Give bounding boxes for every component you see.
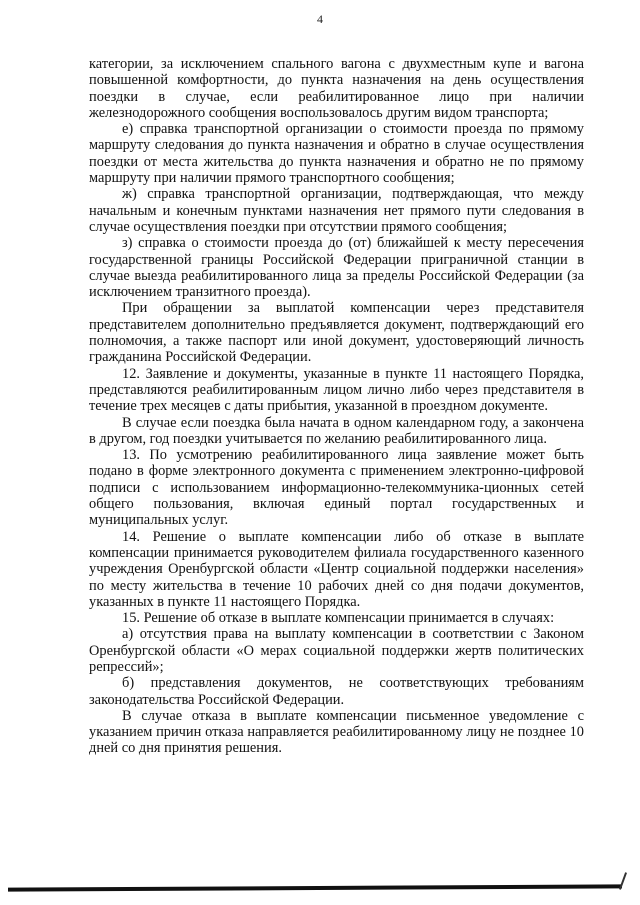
paragraph-15-refusal: 15. Решение об отказе в выплате компенсации принимается в случаях: (122, 610, 555, 627)
list-item-e-direct-route-certificate: е) справка транспортной организации о стоимости проезда по прямому маршруту следования до пункта назначения и обратно в случае осуществления поездки от места жительства до пункта назначения и обратно не по прямому маршруту при наличии прямого транспортного сообщения; (89, 121, 584, 187)
bottom-scan-edge-line (8, 884, 622, 891)
page-number: 4 (317, 12, 323, 26)
list-item-15-a: а) отсутствия права на выплату компенсации в соответствии с Законом Оренбургской области «О мерах социальной поддержки жертв политических репрессий»; (89, 626, 584, 675)
list-item-zh-no-direct-route-certificate: ж) справка транспортной организации, подтверждающая, что между начальным и конечным пунктами назначения нет прямого пути следования в случае осуществления поездки при отсутствии прямого сообщения; (89, 186, 584, 235)
paragraph-14-decision: 14. Решение о выплате компенсации либо об отказе в выплате компенсации принимается руководителем филиала государственного казенного учреждения Оренбургской области «Центр социальной поддержки населения» по месту жительства в течение 10 рабочих дней со дня подачи документов, указанных в пункте 11 настоящего Порядка. (89, 528, 584, 610)
paragraph-refusal-notice: В случае отказа в выплате компенсации письменное уведомление с указанием причин отказа направляется реабилитированному лицу не позднее 10 дней со дня принятия решения. (89, 707, 584, 757)
paragraph-13-electronic: 13. По усмотрению реабилитированного лица заявление может быть подано в форме электронного документа с применением электронно-цифровой подписи с использованием информационно-телекоммуника-ционных сетей общего пользования, включая единый портал государственных и муниципальных услуг. (89, 447, 584, 529)
paragraph-representative: При обращении за выплатой компенсации через представителя представителем дополнительно предъявляется документ, подтверждающий его полномочия, а также паспорт или иной документ, удостоверяющий личность гражданина Российской Федерации. (89, 300, 584, 366)
paragraph-12-submission: 12. Заявление и документы, указанные в пункте 11 настоящего Порядка, представляются реабилитированным лицом лично либо через представителя в течение трех месяцев с даты прибытия, указанной в проездном документе. (89, 365, 584, 415)
list-item-z-border-station-certificate: з) справка о стоимости проезда до (от) ближайшей к месту пересечения государственной границы Российской Федерации приграничной станции в случае выезда реабилитированного лица за пределы Российской Федерации (за исключением транзитного проезда). (89, 235, 584, 301)
corner-scan-mark (619, 872, 627, 890)
list-item-15-b: б) представления документов, не соответствующих требованиям законодательства Российской Федерации. (89, 675, 584, 708)
document-body (89, 56, 584, 757)
paragraph-continued-category: категории, за исключением спального вагона с двухместным купе и вагона повышенной комфортности, до пункта назначения на день осуществления поездки в случае, если реабилитированное лицо при наличии железнодорожного сообщения воспользовалось другим видом транспорта; (89, 56, 584, 121)
paragraph-12-calendar-year: В случае если поездка была начата в одном календарном году, а закончена в другом, год поездки учитывается по желанию реабилитированного лица. (89, 414, 584, 447)
